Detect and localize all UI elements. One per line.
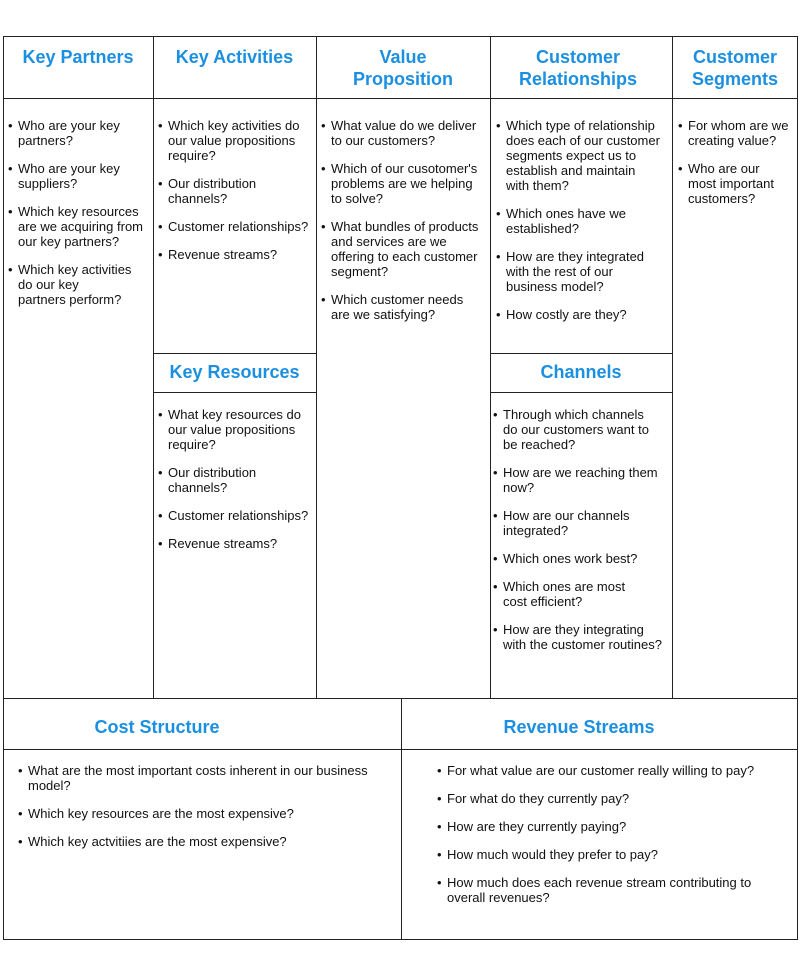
question-item: • Revenue streams? [158,536,314,551]
question-item: • Which key activities do our value propositions require? [158,118,314,163]
question-item: • How much does each revenue stream contributing to overall revenues? [437,875,795,905]
key-resources-title: Key Resources [169,362,300,382]
question-item: • For what value are our customer really willing to pay? [437,763,795,778]
key-resources-header-divider [153,392,316,393]
customer-relationships-title: Customer Relationships [518,47,638,89]
question-item: • Customer relationships? [158,219,314,234]
question-item: • For what do they currently pay? [437,791,795,806]
question-item: • Which key activities do our key partners perform? [8,262,151,307]
question-item: • How are they integrating with the customer routines? [493,622,671,652]
key-resources-list [158,407,314,564]
cost-structure-list [18,763,398,862]
revenue-streams-title: Revenue Streams [503,717,655,737]
question-item: • Which key resources are we acquiring from our key partners? [8,204,151,249]
revenue-streams-list [437,763,795,918]
question-item: • Our distribution channels? [158,465,314,495]
question-item: • Which customer needs are we satisfying? [321,292,488,322]
question-item: • Which ones work best? [493,551,671,566]
question-item: • How costly are they? [496,307,670,322]
question-item: • Who are your key suppliers? [8,161,151,191]
question-item: • Which key resources are the most expensive? [18,806,398,821]
question-item: • What bundles of products and services are we offering to each customer segment? [321,219,488,279]
question-item: • How are they integrated with the rest of our business model? [496,249,670,294]
question-item: • Which ones are most cost efficient? [493,579,671,609]
question-item: • Which key actvitiies are the most expensive? [18,834,398,849]
question-item: • Who are your key partners? [8,118,151,148]
cost-structure-title: Cost Structure [94,717,220,737]
channels-top-divider [490,353,672,354]
header-divider [3,98,798,99]
question-item: • How much would they prefer to pay? [437,847,795,862]
channels-list [493,407,671,665]
key-activities-title: Key Activities [175,47,294,67]
question-item: • Through which channels do our customers want to be reached? [493,407,671,452]
key-resources-top-divider [153,353,316,354]
customer-segments-list [678,118,796,219]
channels-title: Channels [540,362,622,382]
question-item: • Revenue streams? [158,247,314,262]
key-partners-list [8,118,151,320]
question-item: • How are our channels integrated? [493,508,671,538]
key-partners-title: Key Partners [22,47,134,67]
question-item: • Our distribution channels? [158,176,314,206]
question-item: • Which ones have we established? [496,206,670,236]
customer-relationships-list [496,118,670,335]
question-item: • What value do we deliver to our customers? [321,118,488,148]
value-proposition-list [321,118,488,335]
question-item: • Which of our cusotomer's problems are we helping to solve? [321,161,488,206]
question-item: • What key resources do our value propositions require? [158,407,314,452]
channels-header-divider [490,392,672,393]
question-item: • How are they currently paying? [437,819,795,834]
question-item: • Who are our most important customers? [678,161,796,206]
question-item: • What are the most important costs inherent in our business model? [18,763,398,793]
question-item: • For whom are we creating value? [678,118,796,148]
value-proposition-title: Value Proposition [353,47,453,89]
col-divider-4 [672,36,673,698]
question-item: • How are we reaching them now? [493,465,671,495]
customer-segments-title: Customer Segments [691,47,779,89]
col-divider-2 [316,36,317,698]
question-item: • Which type of relationship does each of our customer segments expect us to establish and maintain with them? [496,118,670,193]
question-item: • Customer relationships? [158,508,314,523]
key-activities-list [158,118,314,275]
